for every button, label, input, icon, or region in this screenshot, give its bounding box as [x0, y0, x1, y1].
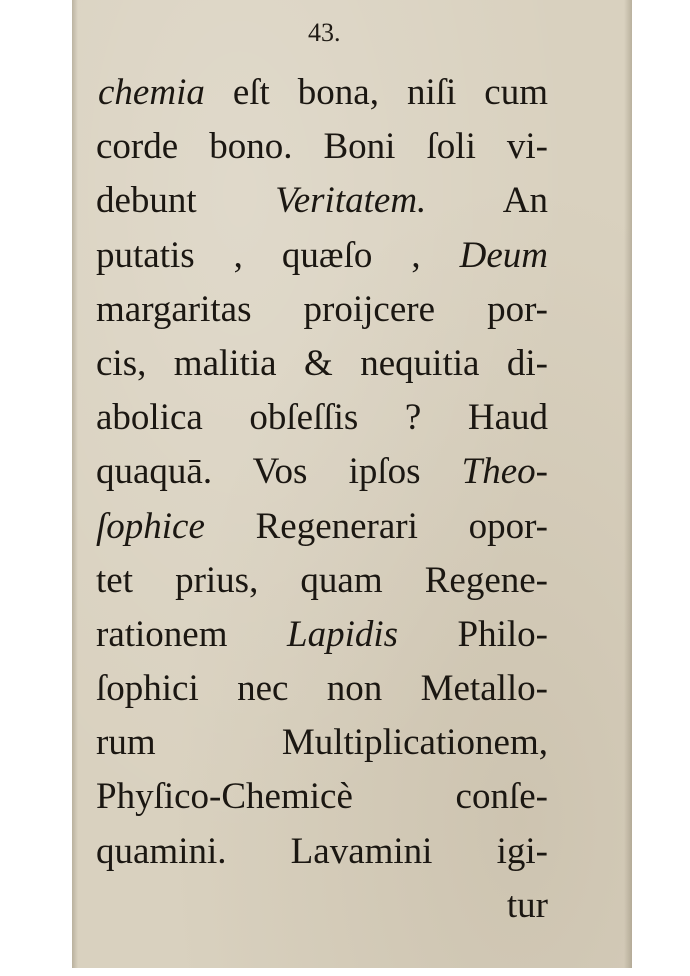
text-line: [96, 229, 548, 283]
text-segment: eſt bona, niſi cum: [204, 72, 548, 113]
text-line: [96, 770, 548, 824]
text-segment: An: [426, 180, 548, 222]
text-segment: debunt: [96, 180, 276, 222]
text-segment: corde bono. Boni ſoli vi-: [96, 126, 548, 168]
text-line: [96, 174, 548, 228]
text-line: [96, 608, 548, 662]
page-number: 43.: [308, 18, 341, 47]
text-segment: rationem: [96, 613, 287, 655]
text-segment: margaritas proijcere por-: [96, 288, 548, 330]
text-line: [96, 337, 548, 391]
page-right-edge-shadow: [624, 0, 632, 968]
text-line: [96, 391, 548, 445]
text-segment: abolica obſeſſis ? Haud: [96, 397, 548, 439]
text-line: [96, 879, 548, 933]
book-page: [72, 0, 632, 968]
text-segment: Phyſico-Chemicè conſe-: [96, 776, 548, 818]
body-text: [96, 66, 548, 933]
italic-text-segment: Theo-: [461, 451, 548, 493]
text-segment: cis, malitia & nequitia di-: [96, 342, 548, 384]
text-segment: quamini. Lavamini igi-: [96, 830, 548, 872]
text-line: [96, 662, 548, 716]
text-segment: putatis , quæſo ,: [96, 234, 460, 276]
text-line: [96, 500, 548, 554]
italic-text-segment: Deum: [459, 234, 548, 276]
text-line: [96, 716, 548, 770]
text-line: [96, 66, 548, 120]
text-segment: ſophici nec non Metallo-: [96, 668, 548, 710]
text-line: [96, 283, 548, 337]
italic-text-segment: ſophice: [96, 505, 205, 547]
text-line: [96, 445, 548, 499]
page-left-edge-shadow: [72, 0, 78, 968]
text-line: [96, 120, 548, 174]
text-line: [96, 825, 548, 879]
text-segment: Philo-: [398, 613, 548, 655]
text-line: [96, 554, 548, 608]
text-segment: quaquā. Vos ipſos: [96, 451, 462, 493]
text-segment: Regenerari opor-: [204, 505, 548, 547]
text-segment: rum Multiplicationem,: [96, 722, 548, 764]
italic-text-segment: Veritatem.: [275, 180, 427, 222]
text-segment: tur: [506, 884, 548, 926]
italic-text-segment: Lapidis: [287, 613, 399, 655]
text-segment: tet prius, quam Regene-: [96, 559, 548, 601]
italic-text-segment: chemia: [98, 72, 205, 113]
